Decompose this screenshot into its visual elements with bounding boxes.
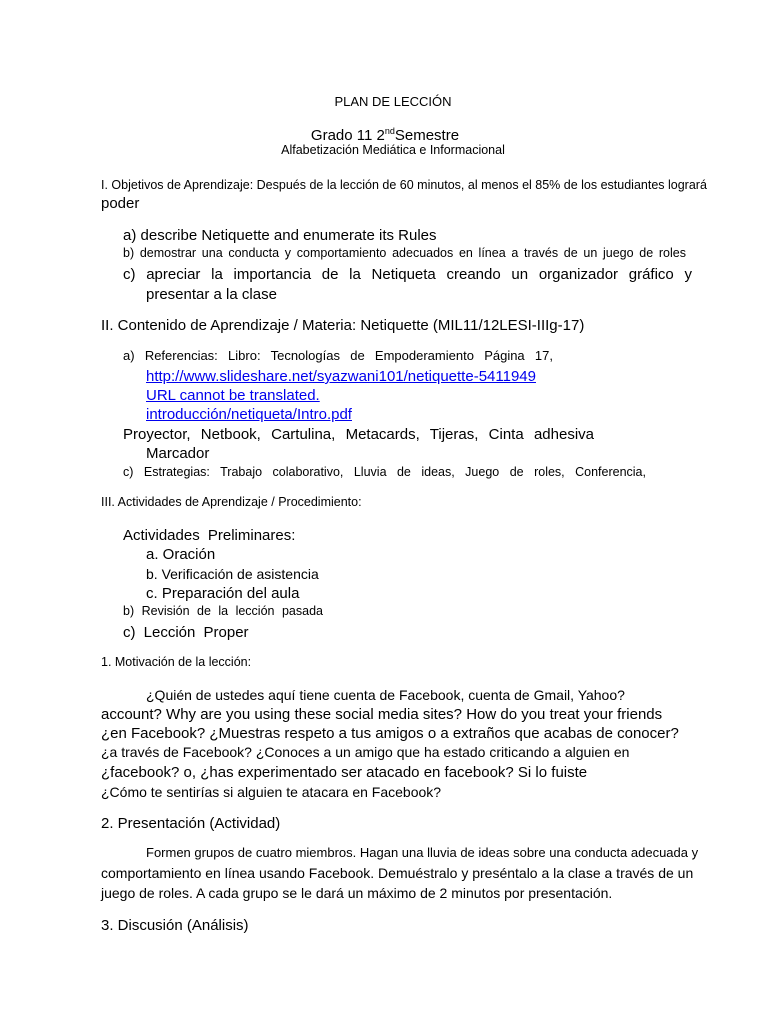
objective-a: a) describe Netiquette and enumerate its Rules <box>123 227 437 244</box>
materials-line: Proyector, Netbook, Cartulina, Metacards, Tijeras, Cinta adhesiva <box>123 426 594 443</box>
references-line: a) Referencias: Libro: Tecnologías de Empoderamiento Página 17, <box>123 348 553 363</box>
grade-prefix: Grado 11 2 <box>310 127 385 144</box>
review-item: b) Revisión de la lección pasada <box>123 604 323 618</box>
slideshare-link[interactable]: http://www.slideshare.net/syazwani101/netiquette-5411949 <box>146 368 536 385</box>
objective-b: b) demostrar una conducta y comportamiento adecuados en línea a través de un juego de roles <box>123 246 686 260</box>
attendance-item: b. Verificación de asistencia <box>146 566 319 582</box>
grade-suffix: Semestre <box>394 127 460 144</box>
motivation-line: ¿en Facebook? ¿Muestras respeto a tus amigos o a extraños que acabas de conocer? <box>101 725 679 742</box>
content-heading: II. Contenido de Aprendizaje / Materia: Netiquette (MIL11/12LESI-IIIg-17) <box>101 317 585 334</box>
strategies-line: c) Estrategias: Trabajo colaborativo, Lluvia de ideas, Juego de roles, Conferencia, <box>123 465 646 479</box>
motivation-heading: 1. Motivación de la lección: <box>101 655 252 669</box>
untranslated-url-link[interactable]: URL cannot be translated. <box>146 387 320 404</box>
objectives-heading: I. Objetivos de Aprendizaje: Después de la lección de 60 minutos, al menos el 85% de los estudiantes logrará <box>101 178 707 192</box>
activities-heading: III. Actividades de Aprendizaje / Procedimiento: <box>101 495 362 509</box>
lesson-plan-title: PLAN DE LECCIÓN <box>334 94 452 109</box>
motivation-line: ¿Quién de ustedes aquí tiene cuenta de Facebook, cuenta de Gmail, Yahoo? <box>146 687 625 703</box>
objective-c-continuation: presentar a la clase <box>146 286 277 303</box>
prayer-item: a. Oración <box>146 546 216 563</box>
motivation-line: account? Why are you using these social media sites? How do you treat your friends <box>101 706 663 723</box>
motivation-line: ¿Cómo te sentirías si alguien te atacara en Facebook? <box>101 784 442 800</box>
classroom-item: c. Preparación del aula <box>146 585 300 602</box>
presentation-line: Formen grupos de cuatro miembros. Hagan una lluvia de ideas sobre una conducta adecuada y <box>146 845 699 860</box>
presentation-line: comportamiento en línea usando Facebook. Demuéstralo y preséntalo a la clase a través de un <box>101 865 694 881</box>
materials-continuation: Marcador <box>146 445 210 462</box>
objective-c: c) apreciar la importancia de la Netiqueta creando un organizador gráfico y <box>123 266 692 283</box>
subject-title: Alfabetización Mediática e Informacional <box>281 143 505 157</box>
motivation-line: ¿a través de Facebook? ¿Conoces a un amigo que ha estado criticando a alguien en <box>101 744 630 760</box>
preliminary-activities: Actividades Preliminares: <box>123 527 296 544</box>
discussion-heading: 3. Discusión (Análisis) <box>101 917 249 934</box>
presentation-line: juego de roles. A cada grupo se le dará un máximo de 2 minutos por presentación. <box>101 885 613 901</box>
presentation-heading: 2. Presentación (Actividad) <box>101 815 281 832</box>
lesson-proper-item: c) Lección Proper <box>123 624 249 641</box>
grade-superscript: nd <box>384 126 395 136</box>
motivation-line: ¿facebook? o, ¿has experimentado ser atacado en facebook? Si lo fuiste <box>101 764 588 781</box>
objectives-heading-continuation: poder <box>101 195 140 212</box>
intro-pdf-link[interactable]: introducción/netiqueta/Intro.pdf <box>146 406 352 423</box>
